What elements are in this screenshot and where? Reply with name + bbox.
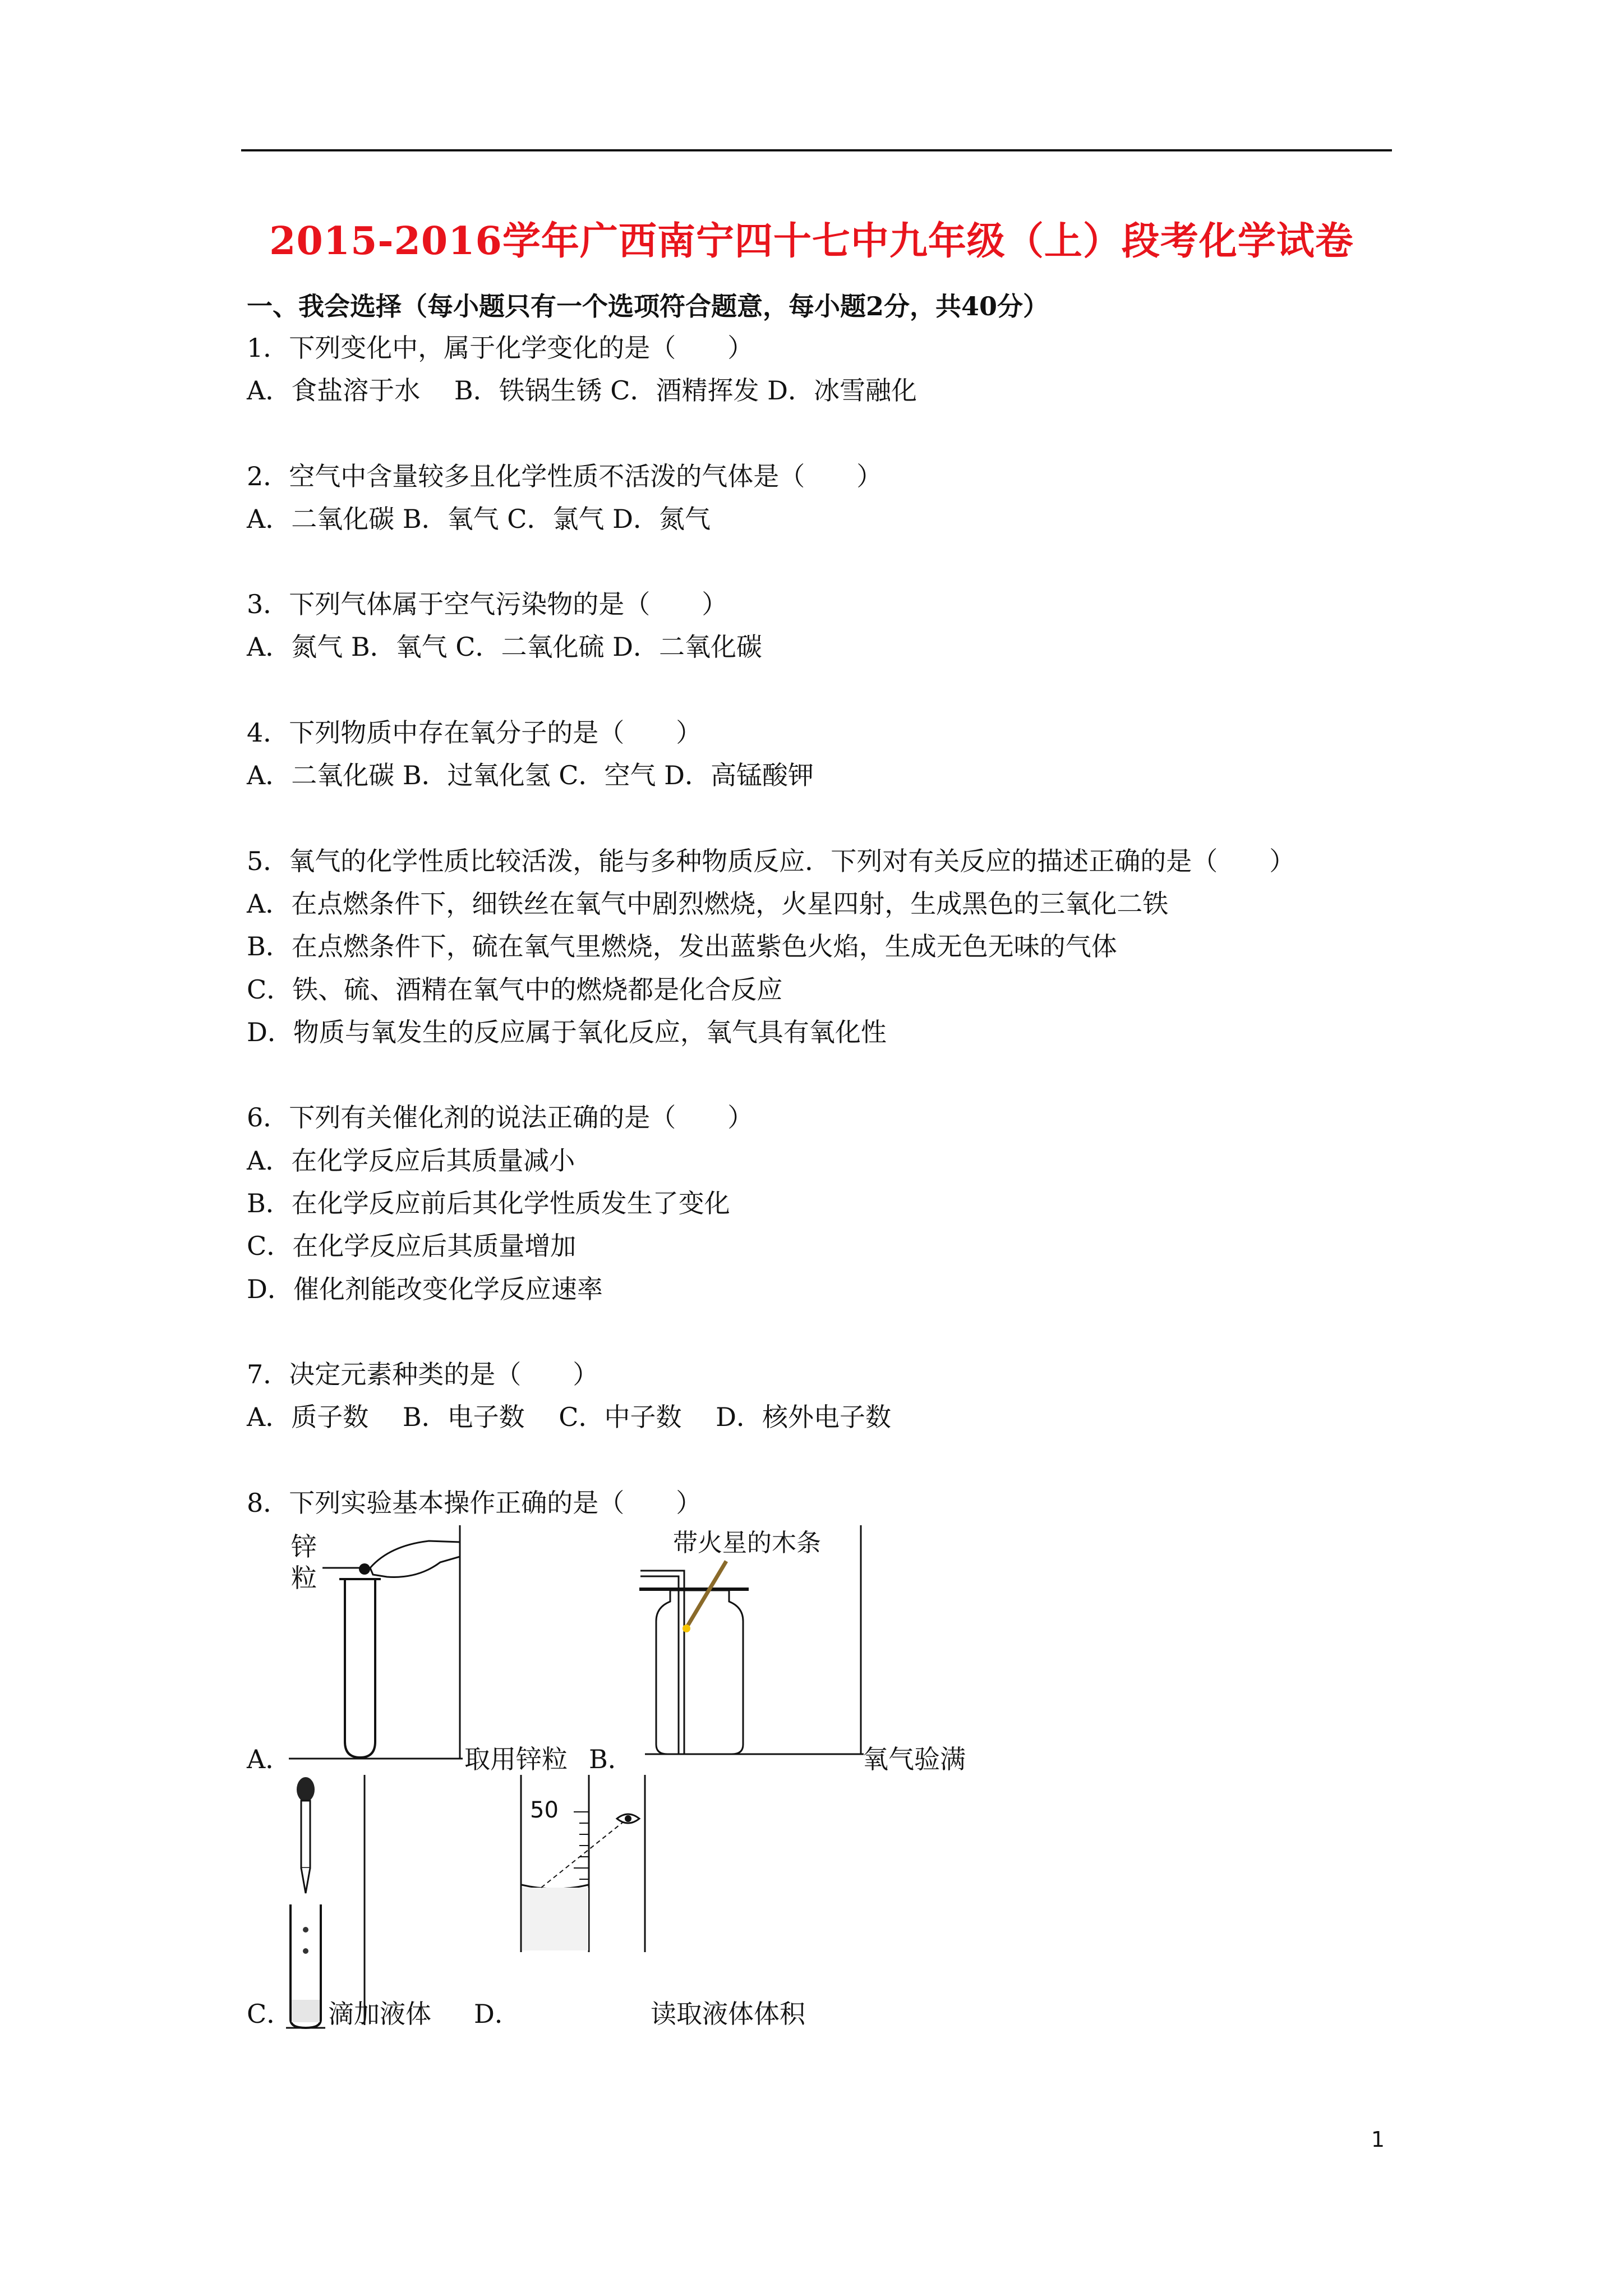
q8-option-d-letter: D． xyxy=(474,1999,520,2029)
q8-option-a-letter: A． xyxy=(247,1744,292,1774)
fig-a-zinc-tube xyxy=(289,1523,474,1770)
fig-c-rubber-bulb xyxy=(297,1777,315,1802)
fig-d-eye-pupil xyxy=(625,1815,631,1822)
fig-a-zinc-granule xyxy=(359,1563,370,1575)
fig-a-test-tube xyxy=(345,1579,375,1757)
fig-c-dropper-tip xyxy=(301,1868,310,1893)
q8-option-b-text: 氧气验满 xyxy=(863,1744,966,1774)
fig-b-label: 带火星的木条 xyxy=(673,1529,821,1557)
fig-a-label-2: 粒 xyxy=(291,1563,317,1593)
q6-stem: 6．下列有关催化剂的说法正确的是（ ） xyxy=(247,1102,754,1133)
fig-b-delivery-tube-inner xyxy=(640,1571,684,1754)
q5-option-d: D．物质与氧发生的反应属于氧化反应，氧气具有氧化性 xyxy=(247,1017,887,1047)
fig-b-oxygen-bottle xyxy=(634,1523,869,1759)
fig-c-liquid xyxy=(292,2000,320,2022)
q8-option-b-letter: B． xyxy=(589,1744,634,1774)
fig-d-tick-50: 50 xyxy=(530,1797,559,1823)
q7-stem: 7．决定元素种类的是（ ） xyxy=(247,1359,599,1389)
q5-option-c: C．铁、硫、酒精在氧气中的燃烧都是化合反应 xyxy=(247,974,783,1005)
page-number: 1 xyxy=(1371,2127,1385,2152)
q6-option-a: A．在化学反应后其质量减小 xyxy=(247,1145,575,1176)
fig-b-glowing-splint xyxy=(687,1561,726,1627)
q1-options: A．食盐溶于水 B．铁锅生锈 C．酒精挥发 D．冰雪融化 xyxy=(247,375,917,406)
q2-options: A．二氧化碳 B．氧气 C．氯气 D．氮气 xyxy=(247,504,711,534)
q3-stem: 3．下列气体属于空气污染物的是（ ） xyxy=(247,589,728,619)
fig-c-dropper xyxy=(280,1773,376,2036)
fig-a-label-1: 锌 xyxy=(291,1531,317,1562)
q3-options: A．氮气 B．氧气 C．二氧化硫 D．二氧化碳 xyxy=(247,632,762,662)
fig-b-spark xyxy=(683,1625,690,1632)
section-heading: 一、我会选择（每小题只有一个选项符合题意，每小题2分，共40分） xyxy=(247,291,1049,321)
fig-b-gas-bottle xyxy=(656,1590,743,1754)
q5-option-a: A．在点燃条件下，细铁丝在氧气中剧烈燃烧，火星四射，生成黑色的三氧化二铁 xyxy=(247,889,1169,919)
q4-stem: 4．下列物质中存在氧分子的是（ ） xyxy=(247,717,702,748)
fig-c-drop-2 xyxy=(303,1948,308,1954)
fig-c-dropper-tube xyxy=(301,1801,310,1868)
q1-stem: 1．下列变化中，属于化学变化的是（ ） xyxy=(247,333,754,363)
q5-stem: 5．氧气的化学性质比较活泼，能与多种物质反应．下列对有关反应的描述正确的是（ ） xyxy=(247,846,1295,876)
fig-d-sight-line xyxy=(541,1820,625,1888)
q6-option-b: B．在化学反应前后其化学性质发生了变化 xyxy=(247,1188,730,1218)
q8-option-c-text: 滴加液体 xyxy=(328,1999,431,2029)
q8-option-c-letter: C． xyxy=(247,1999,293,2029)
fig-a-hand xyxy=(370,1541,460,1577)
header-rule xyxy=(241,149,1392,151)
fig-c-drop-1 xyxy=(303,1927,308,1932)
q8-stem: 8．下列实验基本操作正确的是（ ） xyxy=(247,1488,702,1518)
q7-options: A．质子数 B．电子数 C．中子数 D．核外电子数 xyxy=(247,1402,891,1432)
q8-option-a-text: 取用锌粒 xyxy=(464,1744,568,1774)
q5-option-b: B．在点燃条件下，硫在氧气里燃烧，发出蓝紫色火焰，生成无色无味的气体 xyxy=(247,931,1117,961)
q4-options: A．二氧化碳 B．过氧化氢 C．空气 D．高锰酸钾 xyxy=(247,760,814,790)
fig-d-graduated-cylinder xyxy=(519,1773,665,1958)
page-title: 2015-2016学年广西南宁四十七中九年级（上）段考化学试卷 xyxy=(269,219,1354,264)
q6-option-c: C．在化学反应后其质量增加 xyxy=(247,1231,577,1261)
fig-b-delivery-tube xyxy=(640,1576,679,1754)
fig-d-liquid xyxy=(522,1888,588,1950)
q2-stem: 2．空气中含量较多且化学性质不活泼的气体是（ ） xyxy=(247,461,883,491)
q8-option-d-text: 读取液体体积 xyxy=(651,1999,805,2029)
q6-option-d: D．催化剂能改变化学反应速率 xyxy=(247,1274,603,1304)
